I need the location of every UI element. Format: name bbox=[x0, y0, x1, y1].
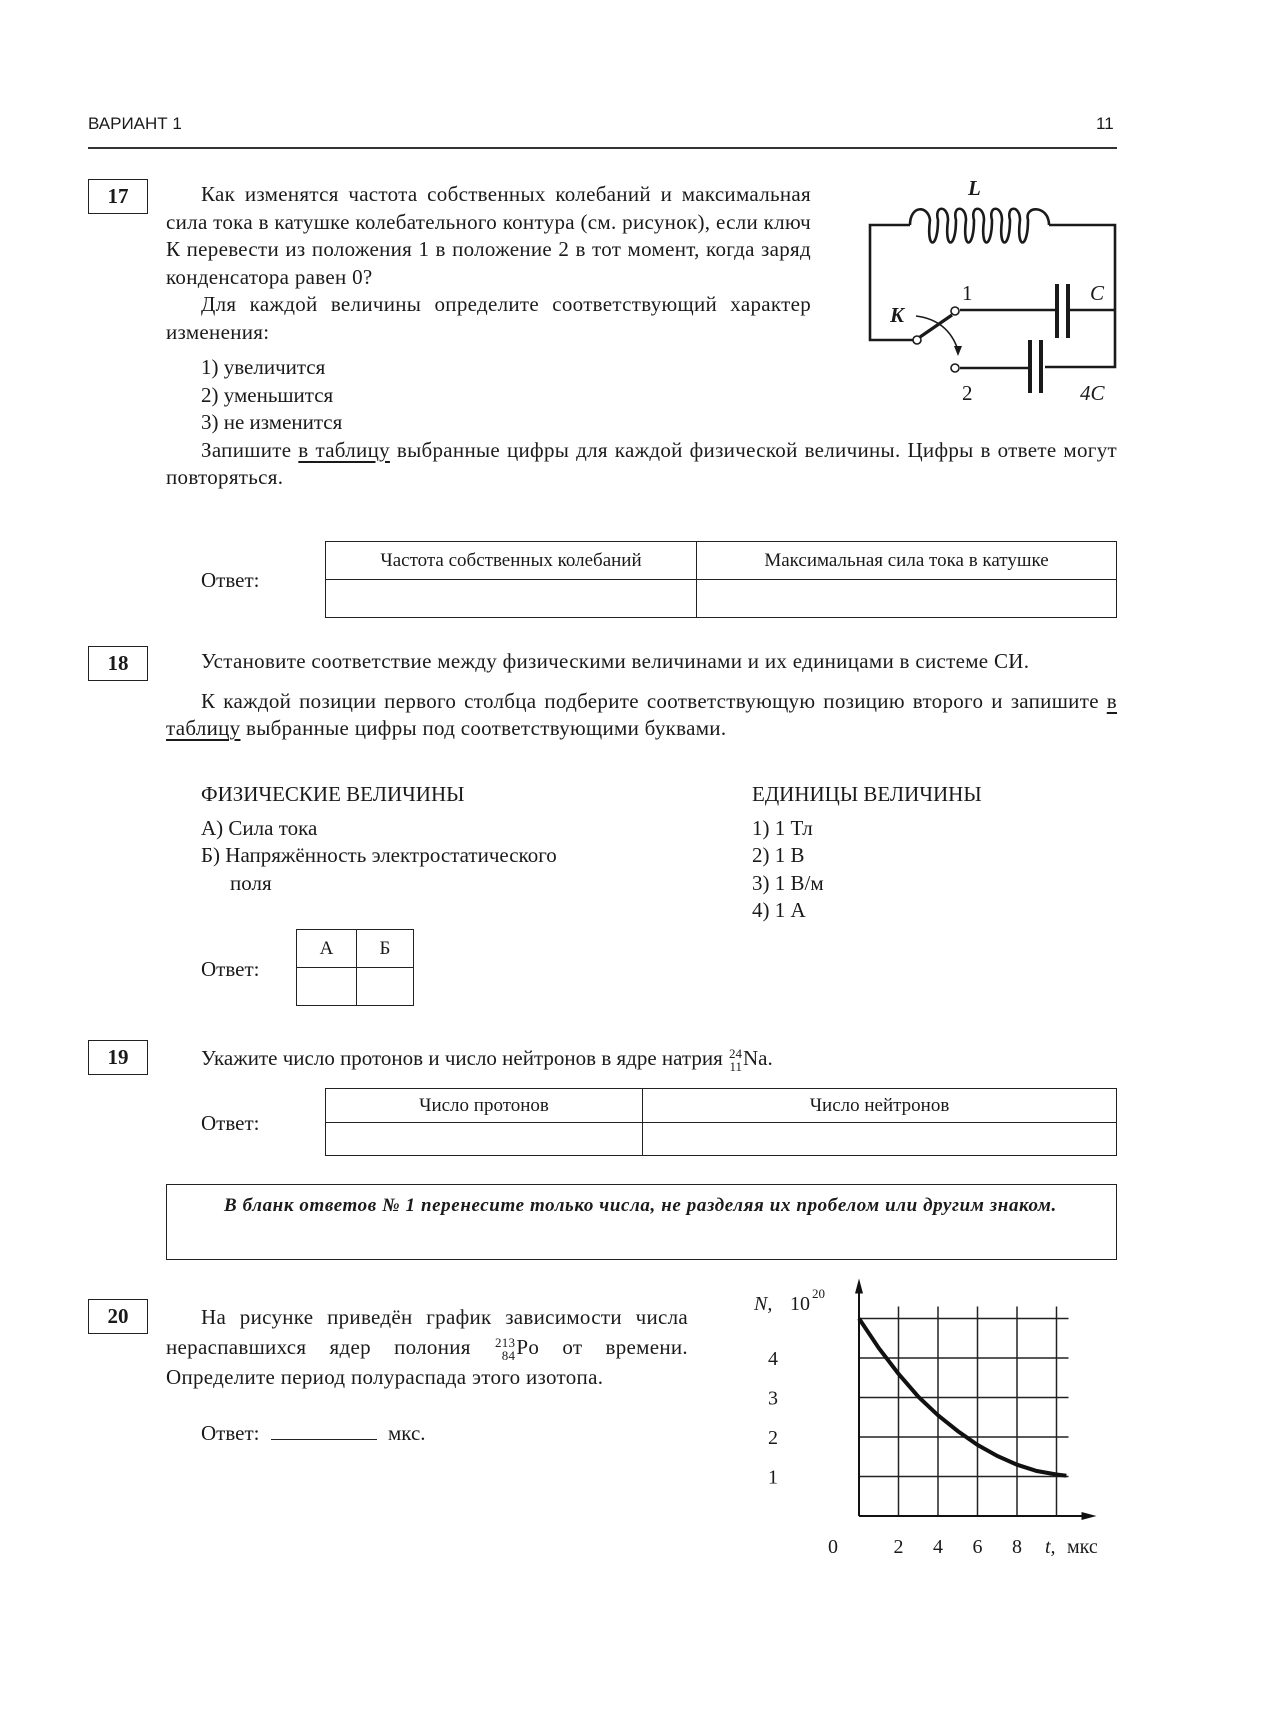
q18-answer-table bbox=[296, 929, 414, 1006]
q17-answer-cell-1[interactable] bbox=[326, 580, 697, 618]
origin-label: 0 bbox=[828, 1536, 838, 1558]
x-tick-label: 6 bbox=[972, 1536, 983, 1558]
q18-col-a: А bbox=[297, 930, 357, 968]
q19-text-main: Укажите число протонов и число нейтронов в ядре натрия bbox=[201, 1046, 728, 1070]
y-tick-label: 1 bbox=[768, 1466, 778, 1489]
q18-left-item-b: Б) Напряжённость электростатического bbox=[201, 843, 557, 867]
question-number-19: 19 bbox=[88, 1040, 148, 1075]
y-axis-unit-exponent: 20 bbox=[812, 1286, 825, 1301]
q18-answer-cell-a[interactable] bbox=[297, 968, 357, 1006]
inductor-label: L bbox=[968, 176, 981, 200]
oscillating-circuit-diagram bbox=[850, 160, 1130, 410]
q20-answer-blank[interactable] bbox=[271, 1419, 377, 1440]
q17-option-2: 2) уменьшится bbox=[201, 382, 334, 407]
q19-answer-protons[interactable] bbox=[326, 1123, 643, 1156]
q17-answer-label: Ответ: bbox=[201, 568, 260, 592]
q17-instruction bbox=[166, 437, 1117, 492]
position-1-label: 1 bbox=[962, 281, 973, 305]
q20-text bbox=[166, 1302, 688, 1392]
q19-text bbox=[201, 1043, 773, 1073]
q17-col-frequency: Частота собственных колебаний bbox=[326, 542, 697, 580]
x-tick-label: 4 bbox=[933, 1536, 943, 1558]
q18-answer-cell-b[interactable] bbox=[357, 968, 414, 1006]
q19-answer-neutrons[interactable] bbox=[643, 1123, 1117, 1156]
q17-col-current: Максимальная сила тока в катушке bbox=[697, 542, 1117, 580]
q18-right-item-4: 4) 1 А bbox=[752, 898, 806, 922]
q18-right-item-2: 2) 1 В bbox=[752, 843, 805, 867]
q18-left-item-b-cont: поля bbox=[230, 871, 272, 895]
question-number-18: 18 bbox=[88, 646, 148, 681]
question-number-20: 20 bbox=[88, 1299, 148, 1334]
q18-col-b: Б bbox=[357, 930, 414, 968]
q17-instr-post: выбранные цифры для каждой физической величины. Цифры в ответе могут повторяться. bbox=[166, 437, 1117, 489]
q19-isotope-numbers bbox=[729, 1047, 742, 1073]
q17-text-1: Как изменятся частота собственных колебаний и максимальная сила тока в катушке колебательного контура (см. рисунок), если ключ К перевести из положения 1 в положение 2 в тот момент, когда заряд конденсатора равен 0? bbox=[166, 182, 811, 289]
answer-form-instruction: В бланк ответов № 1 перенесите только числа, не разделяя их пробелом или другим знаком. bbox=[224, 1195, 1057, 1216]
q19-col-neutrons: Число нейтронов bbox=[643, 1089, 1117, 1123]
q20-answer-unit: мкс. bbox=[387, 1421, 426, 1446]
q19-period: . bbox=[767, 1046, 773, 1070]
x-axis-unit: мкс bbox=[1067, 1536, 1098, 1558]
q17-instr-pre: Запишите bbox=[201, 437, 299, 462]
q18-answer-label: Ответ: bbox=[201, 957, 260, 981]
q20-text-pre: На рисунке приведён график зависимости числа нераспавшихся ядер полония bbox=[166, 1305, 688, 1359]
position-2-label: 2 bbox=[962, 381, 973, 405]
x-axis-label: t, bbox=[1045, 1536, 1056, 1558]
q18-text-1: Установите соответствие между физическими величинами и их единицами в системе СИ. bbox=[201, 649, 1030, 673]
q18-text-link: в таблицу bbox=[166, 688, 1117, 740]
page-number: 11 bbox=[1096, 114, 1114, 133]
header-divider bbox=[88, 147, 1117, 149]
q20-mass-number: 213 bbox=[494, 1335, 516, 1351]
q18-text-post: выбранные цифры под соответствующими буквами. bbox=[240, 716, 727, 740]
q20-element-symbol: Po bbox=[516, 1335, 540, 1359]
x-tick-label: 8 bbox=[1012, 1536, 1022, 1558]
question-number-17: 17 bbox=[88, 179, 148, 214]
q17-answer-table bbox=[325, 541, 1117, 618]
x-axis-arrow-icon bbox=[1082, 1512, 1097, 1520]
y-tick-label: 3 bbox=[768, 1387, 778, 1410]
capacitor-4c-label: 4C bbox=[1080, 381, 1105, 405]
q19-element-symbol: Na bbox=[743, 1046, 768, 1070]
q17-text-2: Для каждой величины определите соответствующий характер изменения: bbox=[166, 292, 811, 344]
y-tick-label: 4 bbox=[768, 1348, 778, 1370]
capacitor-c-label: C bbox=[1090, 281, 1105, 305]
q17-instr-link: в таблицу bbox=[298, 437, 390, 462]
y-axis-unit: 10 bbox=[790, 1293, 810, 1315]
chart-axes bbox=[855, 1279, 1097, 1521]
answer-form-instruction-box bbox=[166, 1184, 1117, 1260]
q17-option-1: 1) увеличится bbox=[201, 355, 326, 379]
q18-left-item-a: А) Сила тока bbox=[201, 816, 318, 840]
x-tick-label: 2 bbox=[893, 1536, 904, 1558]
q18-right-heading: ЕДИНИЦЫ ВЕЛИЧИНЫ bbox=[752, 782, 982, 806]
q18-body bbox=[166, 648, 1117, 743]
q17-option-3: 3) не изменится bbox=[201, 410, 343, 434]
y-axis-label: N, bbox=[754, 1293, 773, 1315]
q20-isotope-numbers bbox=[495, 1336, 515, 1362]
q18-left-heading: ФИЗИЧЕСКИЕ ВЕЛИЧИНЫ bbox=[201, 782, 465, 806]
variant-header: ВАРИАНТ 1 bbox=[88, 114, 182, 133]
q19-answer-label: Ответ: bbox=[201, 1111, 260, 1135]
q20-answer-row bbox=[201, 1418, 688, 1448]
q20-answer-label: Ответ: bbox=[201, 1421, 260, 1446]
chart-grid bbox=[859, 1307, 1069, 1517]
q20-text-post: от времени. Определите период полураспада этого изотопа. bbox=[166, 1335, 688, 1390]
q20-charge-number: 84 bbox=[501, 1348, 516, 1364]
q18-text-pre: К каждой позиции первого столбца подберите соответствующую позицию второго и запишите bbox=[201, 688, 1107, 713]
q19-col-protons: Число протонов bbox=[326, 1089, 643, 1123]
switch-label: K bbox=[890, 303, 905, 327]
q19-answer-table bbox=[325, 1088, 1117, 1156]
decay-chart bbox=[740, 1270, 1130, 1580]
q17-answer-cell-2[interactable] bbox=[697, 580, 1117, 618]
y-axis-arrow-icon bbox=[855, 1279, 863, 1294]
q18-right-item-1: 1) 1 Тл bbox=[752, 816, 813, 840]
y-tick-label: 2 bbox=[768, 1427, 778, 1449]
q18-right-item-3: 3) 1 В/м bbox=[752, 871, 824, 895]
q19-mass-number: 24 bbox=[729, 1046, 742, 1062]
q19-charge-number: 11 bbox=[729, 1059, 742, 1075]
q18-text-2 bbox=[166, 688, 1117, 743]
q20-body bbox=[166, 1302, 688, 1448]
